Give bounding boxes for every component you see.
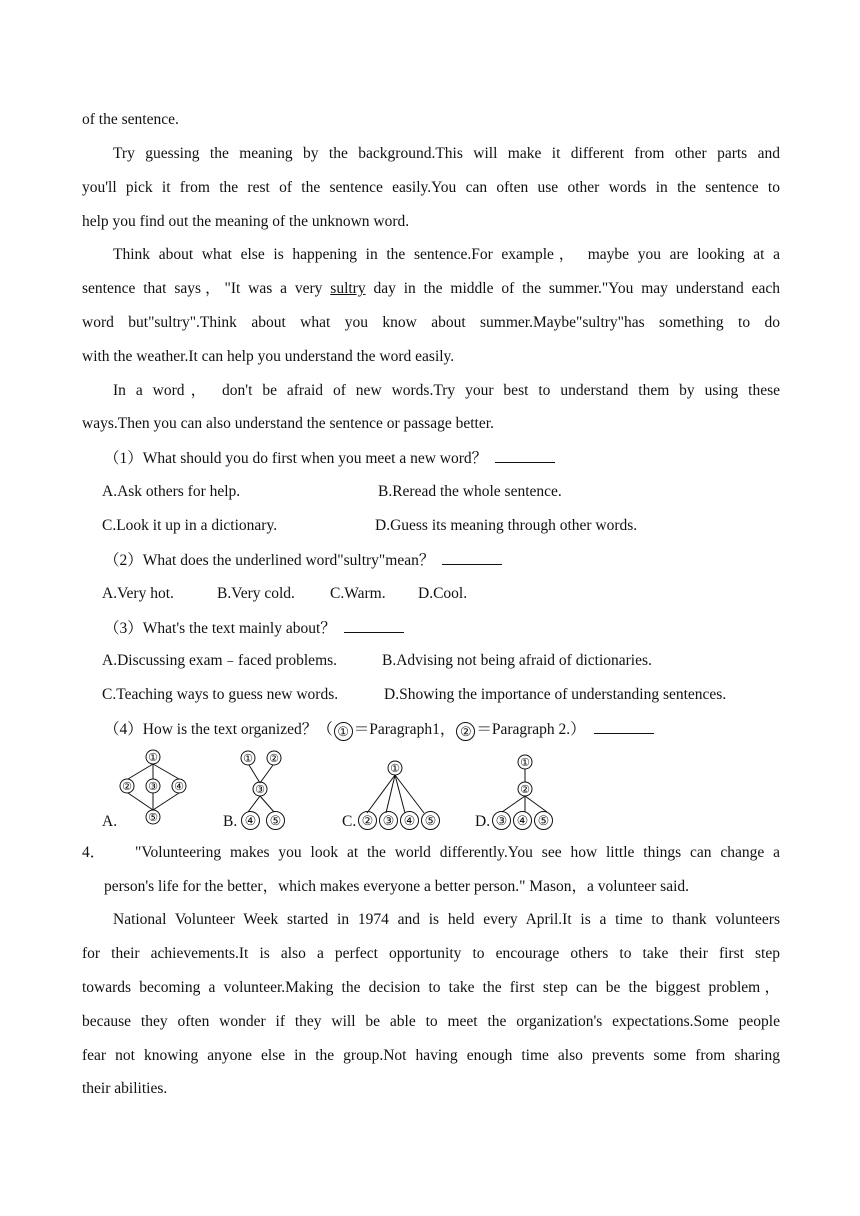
- circled-number: ④: [241, 811, 260, 830]
- diagram-label-c: C.: [342, 813, 357, 830]
- option-a: A.Discussing exam﹣faced problems.: [102, 652, 338, 669]
- circled-number: ②: [456, 722, 475, 741]
- node-label: ②: [122, 781, 132, 793]
- option-c: C.Warm.: [330, 585, 386, 602]
- option-b: B.Reread the whole sentence.: [378, 483, 562, 500]
- option-d: D.Cool.: [418, 585, 468, 602]
- node-label: ③: [148, 781, 158, 793]
- question-text: （4）How is the text organized？（: [104, 721, 333, 738]
- diagram-label-b: B.: [223, 813, 238, 830]
- option-b: B.Very cold.: [217, 585, 295, 602]
- paragraph-line: for their achievements.It is also a perfect opportunity to encourage others to take their first step: [82, 945, 780, 962]
- node-label: ②: [269, 753, 279, 765]
- question-2: [104, 550, 802, 571]
- circled-number: ②: [358, 811, 377, 830]
- question-number: 4．: [82, 844, 106, 861]
- question-4: [104, 719, 802, 741]
- paragraph-line: help you find out the meaning of the unknown word.: [82, 213, 410, 230]
- node-label: ①: [243, 753, 253, 765]
- underlined-word: sultry: [330, 280, 366, 297]
- paragraph-line: because they often wonder if they will be able to meet the organization's expectations.Some people: [82, 1013, 780, 1030]
- circled-number: ⑤: [266, 811, 285, 830]
- node-label: ④: [174, 781, 184, 793]
- paragraph-line: In a word， don't be afraid of new words.Try your best to understand them by using these: [113, 382, 780, 399]
- diagram-node-row: [357, 810, 441, 830]
- option-a: A.Very hot.: [102, 585, 174, 602]
- node-label: ①: [520, 757, 530, 769]
- paragraph-line: their abilities.: [82, 1080, 168, 1097]
- answer-blank: [442, 550, 502, 565]
- question-text: （3）What's the text mainly about？: [104, 620, 336, 637]
- option-d: D.Showing the importance of understanding sentences.: [384, 686, 727, 703]
- node-label: ①: [390, 763, 400, 775]
- node-label: ②: [520, 784, 530, 796]
- paragraph-line: person's life for the better，which makes everyone a better person." Mason，a volunteer said.: [104, 878, 690, 895]
- text-segment: day in the middle of the summer."You may understand each: [365, 280, 781, 297]
- paragraph-line: [82, 279, 780, 299]
- circled-number: ③: [379, 811, 398, 830]
- paragraph-line: Try guessing the meaning by the background.This will make it different from other parts and: [113, 145, 780, 162]
- circled-number: ④: [400, 811, 419, 830]
- answer-blank: [495, 448, 555, 463]
- circled-number: ⑤: [421, 811, 440, 830]
- diagram-node-row: [491, 810, 554, 830]
- option-a: A.Ask others for help.: [102, 483, 241, 500]
- paragraph-line: ways.Then you can also understand the sentence or passage better.: [82, 415, 494, 432]
- answer-blank: [344, 618, 404, 633]
- paragraph-line: towards becoming a volunteer.Making the decision to take the first step can be the biggest problem，: [82, 979, 780, 996]
- question-3: [104, 618, 802, 639]
- diagram-node-5: [265, 810, 286, 830]
- paragraph-line: National Volunteer Week started in 1974 and is held every April.It is a time to thank volunteers: [113, 911, 780, 928]
- paragraph-line: with the weather.It can help you understand the word easily.: [82, 348, 455, 365]
- node-label: ①: [148, 752, 158, 764]
- question-1: [104, 448, 802, 469]
- question-text: （2）What does the underlined word"sultry"mean？: [104, 552, 435, 569]
- diagram-label-d: D.: [475, 813, 491, 830]
- question-text: ＝Paragraph1，: [353, 721, 456, 738]
- paragraph-line: Think about what else is happening in the sentence.For example， maybe you are looking at a: [113, 246, 780, 263]
- structure-diagram-a: [116, 748, 196, 828]
- option-c: C.Look it up in a dictionary.: [102, 517, 278, 534]
- option-b: B.Advising not being afraid of dictionaries.: [382, 652, 652, 669]
- diagram-node-4: [240, 810, 261, 830]
- paragraph-line: of the sentence.: [82, 111, 179, 128]
- node-label: ③: [255, 784, 265, 796]
- circled-number: ④: [513, 811, 532, 830]
- paragraph-line: you'll pick it from the rest of the sentence easily.You can often use other words in the sentence to: [82, 179, 780, 196]
- circled-number: ⑤: [534, 811, 553, 830]
- text-segment: sentence that says，"It was a very: [82, 280, 331, 297]
- question-text: （1）What should you do first when you meet a new word？: [104, 450, 488, 467]
- circled-number: ③: [492, 811, 511, 830]
- option-c: C.Teaching ways to guess new words.: [102, 686, 339, 703]
- circled-number: ①: [334, 722, 353, 741]
- node-label: ⑤: [148, 812, 158, 824]
- answer-blank: [594, 719, 654, 734]
- question-text: ＝Paragraph 2.）: [476, 721, 586, 738]
- paragraph-line: fear not knowing anyone else in the group.Not having enough time also prevents some from sharing: [82, 1047, 780, 1064]
- diagram-label-a: A.: [102, 813, 118, 830]
- paragraph-line: "Volunteering makes you look at the world differently.You see how little things can change a: [135, 844, 780, 861]
- option-d: D.Guess its meaning through other words.: [375, 517, 638, 534]
- paragraph-line: word but"sultry".Think about what you know about summer.Maybe"sultry"has something to do: [82, 314, 780, 331]
